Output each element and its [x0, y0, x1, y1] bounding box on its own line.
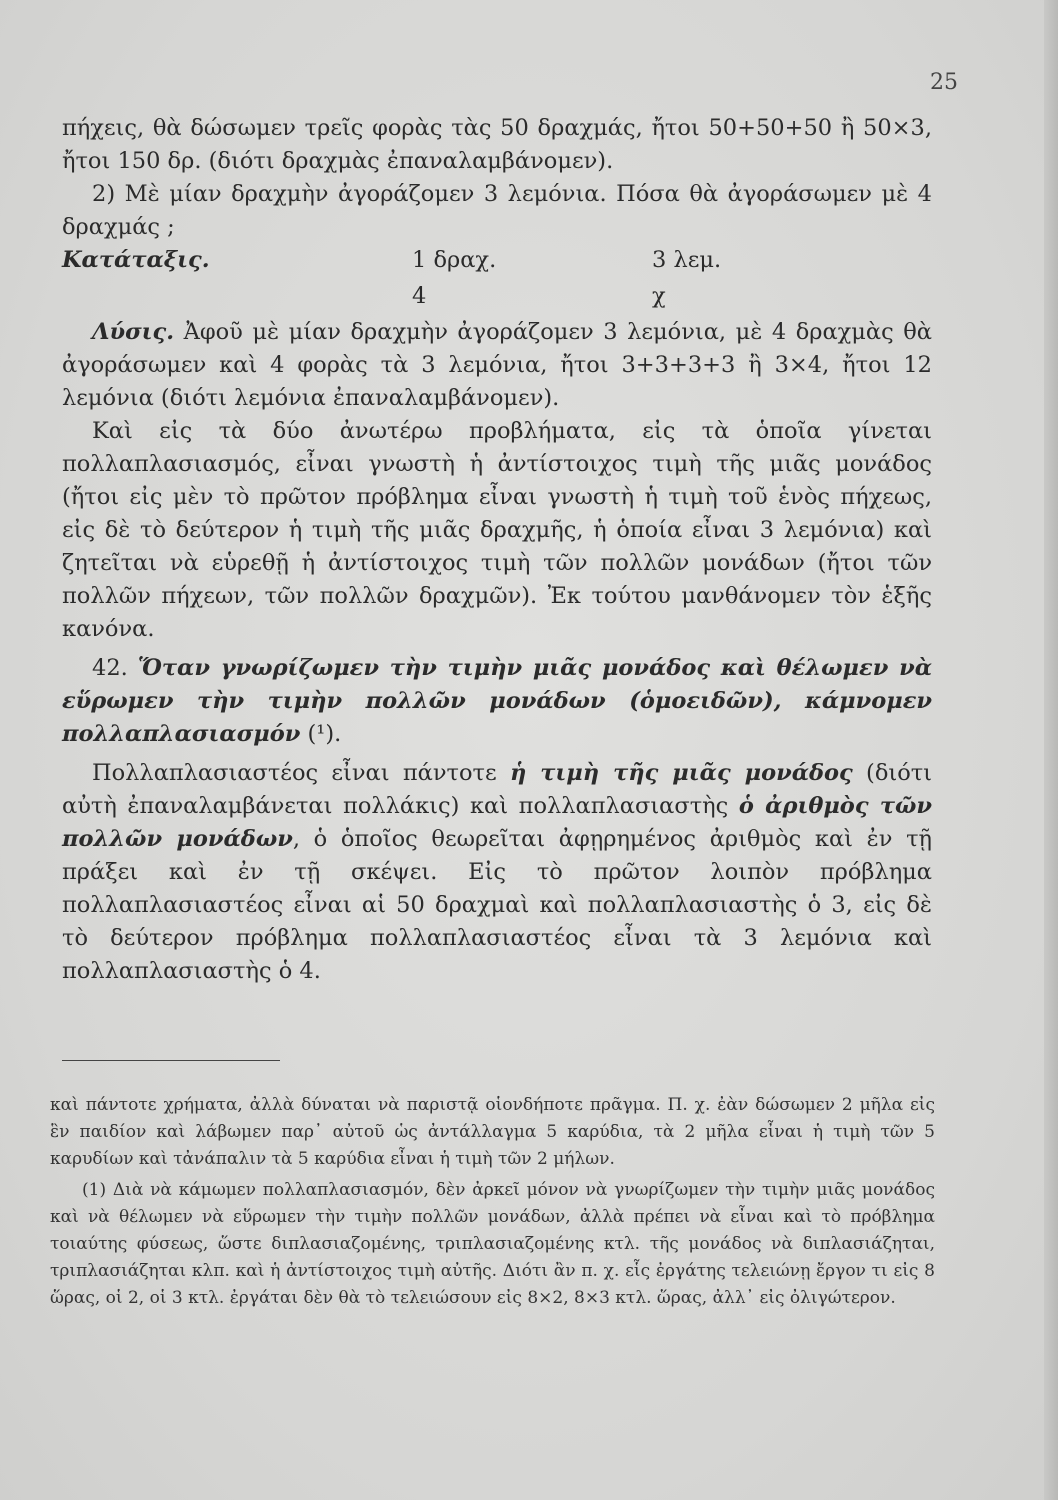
- layout-cell-unit: 4: [412, 283, 427, 309]
- rule-paragraph: [62, 652, 932, 751]
- footnote-ref: (¹).: [300, 721, 342, 747]
- solution-text: Ἀφοῦ μὲ μίαν δραχμὴν ἀγοράζομεν 3 λεμόνια, μὲ 4 δραχμὰς θὰ ἀγοράσωμεν καὶ 4 φορὰς τὰ 3 λεμόνια, ἤτοι 3+3+3+3 ἢ 3×4, ἤτοι 12 λεμόνια (διότι λεμόνια ἐπαναλαμβάνομεν).: [62, 319, 932, 411]
- layout-heading: Κατάταξις.: [62, 247, 210, 273]
- layout-row-1: [62, 244, 932, 280]
- footnote-divider: [62, 1060, 280, 1061]
- solution-paragraph: [62, 316, 932, 415]
- layout-cell-value: 3 λεμ.: [652, 247, 722, 273]
- footnotes: [50, 1092, 935, 1316]
- emphasis-run: ἡ τιμὴ τῆς μιᾶς μονάδος: [509, 760, 853, 786]
- text-run: , ὁ ὁποῖος θεωρεῖται ἀφῃρημένος ἀριθμὸς καὶ ἐν τῇ πράξει καὶ ἐν τῇ σκέψει. Εἰς τὸ πρῶτον λοιπὸν πρόβλημα πολλαπλασιαστέος εἶναι αἱ 50 δραχμαὶ καὶ πολλαπλασιαστὴς ὁ 3, εἰς δὲ τὸ δεύτερον πρόβλημα πολλαπλασιαστέος εἶναι τὰ 3 λεμόνια καὶ πολλαπλασιαστὴς ὁ 4.: [62, 826, 933, 984]
- footnote-continuation: καὶ πάντοτε χρήματα, ἀλλὰ δύναται νὰ παριστᾷ οἱονδήποτε πρᾶγμα. Π. χ. ἐὰν δώσωμεν 2 μῆλα εἰς ἓν παιδίον καὶ λάβωμεν παρ᾽ αὐτοῦ ὡς ἀντάλλαγμα 5 καρύδια, τὰ 2 μῆλα εἶναι ἡ τιμὴ τῶν 5 καρυδίων καὶ τἀνάπαλιν τὰ 5 καρύδια εἶναι ἡ τιμὴ τῶν 2 μήλων.: [50, 1095, 935, 1169]
- footnote-1: (1) Διὰ νὰ κάμωμεν πολλαπλασιασμόν, δὲν ἀρκεῖ μόνον νὰ γνωρίζωμεν τὴν τιμὴν μιᾶς μονάδος καὶ νὰ θέλωμεν νὰ εὕρωμεν τὴν τιμὴν πολλῶν μονάδων, ἀλλὰ πρέπει νὰ εἶναι καὶ τὸ πρόβλημα τοιαύτης φύσεως, ὥστε διπλασιαζομένης, τριπλασιαζομένης κτλ. τῆς μονάδος νὰ διπλασιάζηται, τριπλασιάζηται κλπ. καὶ ἡ ἀντίστοιχος τιμὴ αὐτῆς. Διότι ἂν π. χ. εἷς ἐργάτης τελειώνῃ ἔργον τι εἰς 8 ὥρας, οἱ 2, οἱ 3 κτλ. ἐργάται δὲν θὰ τὸ τελειώσουν εἰς 8×2, 8×3 κτλ. ὥρας, ἀλλ᾽ εἰς ὀλιγώτερον.: [50, 1180, 935, 1308]
- layout-cell-unknown: χ: [652, 283, 666, 309]
- paragraph-continuation: πήχεις, θὰ δώσωμεν τρεῖς φορὰς τὰς 50 δραχμάς, ἤτοι 50+50+50 ἢ 50×3, ἤτοι 150 δρ. (διότι δραχμὰς ἐπαναλαμβάνομεν).: [62, 115, 932, 174]
- problem-2-statement: 2) Μὲ μίαν δραχμὴν ἀγοράζομεν 3 λεμόνια. Πόσα θὰ ἀγοράσωμεν μὲ 4 δραχμάς ;: [62, 181, 932, 240]
- text-run: (διότι αὐτὴ ἐπαναλαμβάνεται πολλάκις) καὶ πολλαπλασιαστὴς: [62, 760, 933, 819]
- layout-row-2: [62, 280, 932, 316]
- rule-text: Ὅταν γνωρίζωμεν τὴν τιμὴν μιᾶς μονάδος καὶ θέλωμεν νὰ εὕρωμεν τὴν τιμὴν πολλῶν μονάδων (ὁμοειδῶν), κάμνομεν πολλαπλασιασμόν: [62, 655, 933, 747]
- rule-number: 42.: [92, 655, 138, 681]
- layout-cell-unit: 1 δραχ.: [412, 247, 497, 273]
- text-run: Πολλαπλασιαστέος εἶναι πάντοτε: [92, 760, 510, 786]
- main-text: [62, 112, 932, 988]
- multiplicand-paragraph: [62, 757, 932, 988]
- solution-label: Λύσις.: [92, 319, 175, 345]
- explanation-paragraph: Καὶ εἰς τὰ δύο ἀνωτέρω προβλήματα, εἰς τὰ ὁποῖα γίνεται πολλαπλασιασμός, εἶναι γνωστὴ ἡ ἀντίστοιχος τιμὴ τῆς μιᾶς μονάδος (ἤτοι εἰς μὲν τὸ πρῶτον πρόβλημα εἶναι γνωστὴ ἡ τιμὴ τοῦ ἑνὸς πήχεως, εἰς δὲ τὸ δεύτερον ἡ τιμὴ τῆς μιᾶς δραχμῆς, ἡ ὁποία εἶναι 3 λεμόνια) καὶ ζητεῖται νὰ εὑρεθῇ ἡ ἀντίστοιχος τιμὴ τῶν πολλῶν μονάδων (ἤτοι τῶν πολλῶν πήχεων, τῶν πολλῶν δραχμῶν). Ἐκ τούτου μανθάνομεν τὸν ἑξῆς κανόνα.: [62, 418, 932, 642]
- emphasis-run: ὁ ἀριθμὸς τῶν πολλῶν μονάδων: [62, 793, 932, 852]
- page-edge-shadow: [1044, 0, 1058, 1500]
- page-number: 25: [930, 70, 958, 95]
- layout-table: [62, 244, 932, 316]
